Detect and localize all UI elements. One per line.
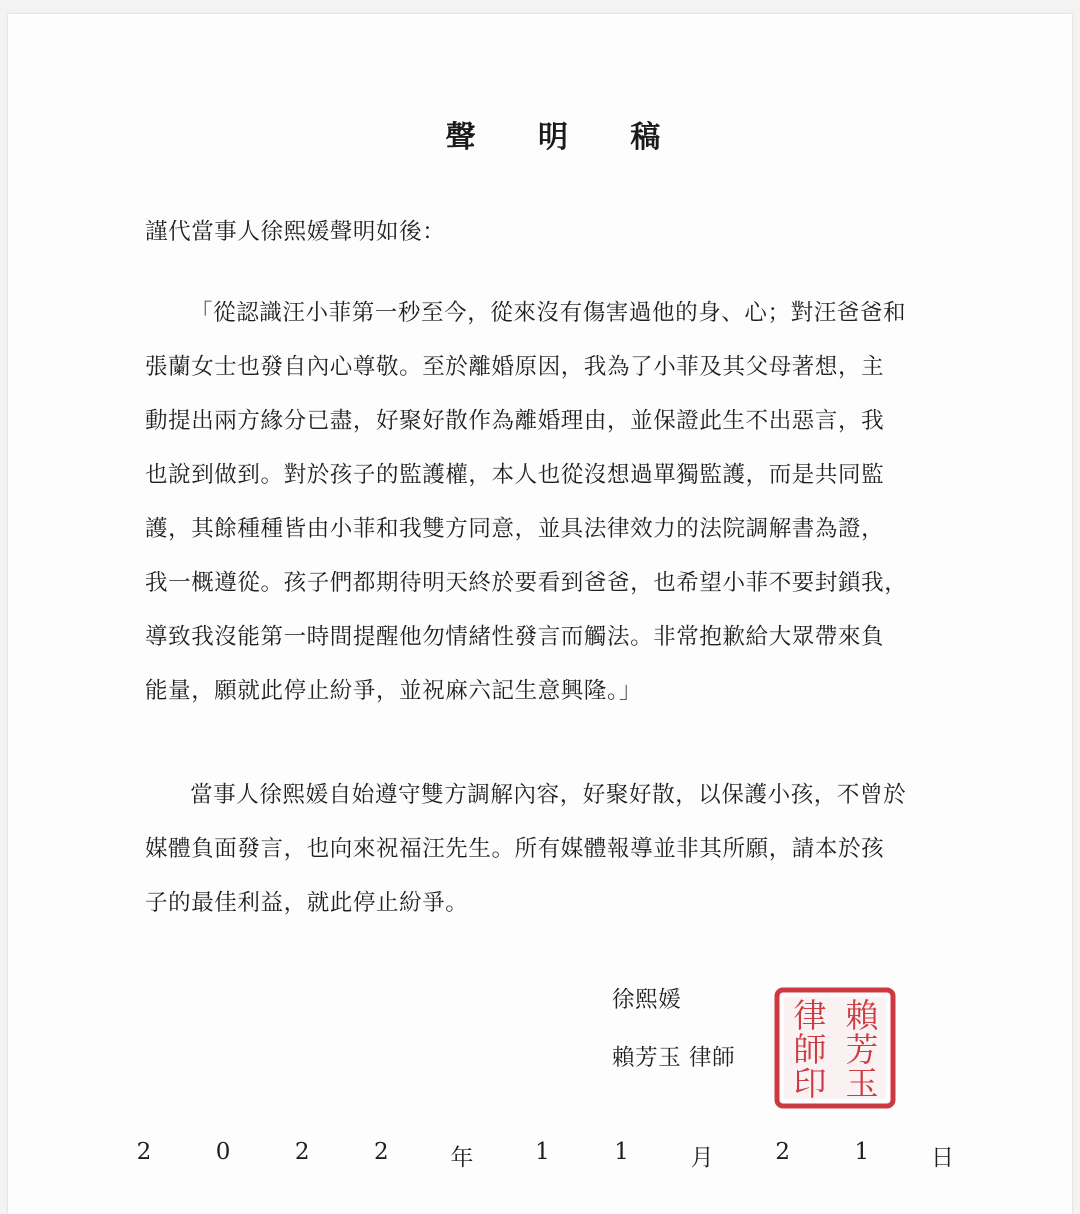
document-date	[134, 1139, 954, 1172]
date-char: 日	[930, 1145, 954, 1171]
paragraph-line: 媒體負面發言，也向來祝福汪先生。所有媒體報導並非其所願，請本於孩	[145, 836, 885, 862]
paragraph-line: 當事人徐熙媛自始遵守雙方調解內容，好聚好散，以保護小孩，不曾於	[167, 782, 907, 808]
salutation: 謹代當事人徐熙媛聲明如後：	[145, 219, 446, 245]
closing-paragraph	[145, 772, 906, 934]
lawyer-name: 賴芳玉 律師	[612, 1045, 736, 1071]
seal-char: 律	[793, 996, 827, 1035]
date-char: 2	[775, 1139, 791, 1165]
quote-line: 動提出兩方緣分已盡，好聚好散作為離婚理由，並保證此生不出惡言，我	[145, 408, 885, 434]
quote-line: 能量，願就此停止紛爭，並祝麻六記生意興隆。」	[145, 678, 642, 704]
seal-char: 賴	[845, 996, 879, 1035]
quote-line: 導致我沒能第一時間提醒他勿情緒性發言而觸法。非常抱歉給大眾帶來負	[145, 624, 885, 650]
date-char: 1	[854, 1139, 870, 1165]
statement-quote	[145, 290, 907, 722]
quote-line: 護，其餘種種皆由小菲和我雙方同意，並具法律效力的法院調解書為證，	[145, 516, 885, 542]
date-char: 1	[614, 1139, 629, 1165]
seal-char: 玉	[845, 1064, 879, 1103]
seal-char: 芳	[845, 1030, 879, 1069]
quote-line: 「從認識汪小菲第一秒至今，從來沒有傷害過他的身、心；對汪爸爸和	[190, 300, 907, 326]
lawyer-seal-stamp	[774, 987, 896, 1109]
signer-name: 徐熙媛	[612, 987, 682, 1013]
date-char: 2	[136, 1139, 152, 1165]
date-char: 2	[294, 1139, 310, 1165]
seal-char: 師	[793, 1030, 827, 1069]
date-char: 年	[450, 1145, 474, 1171]
seal-char: 印	[793, 1064, 827, 1103]
paragraph-line: 子的最佳利益，就此停止紛爭。	[145, 890, 469, 916]
date-char: 2	[373, 1139, 389, 1165]
document-title: 聲 明 稿	[445, 120, 687, 155]
date-char: 0	[215, 1139, 231, 1165]
date-char: 月	[690, 1145, 714, 1171]
date-char: 1	[535, 1139, 550, 1165]
quote-line: 我一概遵從。孩子們都期待明天終於要看到爸爸，也希望小菲不要封鎖我，	[145, 570, 908, 596]
quote-line: 張蘭女士也發自內心尊敬。至於離婚原因，我為了小菲及其父母著想，主	[145, 354, 885, 380]
quote-line: 也說到做到。對於孩子的監護權，本人也從沒想過單獨監護，而是共同監	[145, 462, 885, 488]
document-page	[8, 14, 1072, 1214]
